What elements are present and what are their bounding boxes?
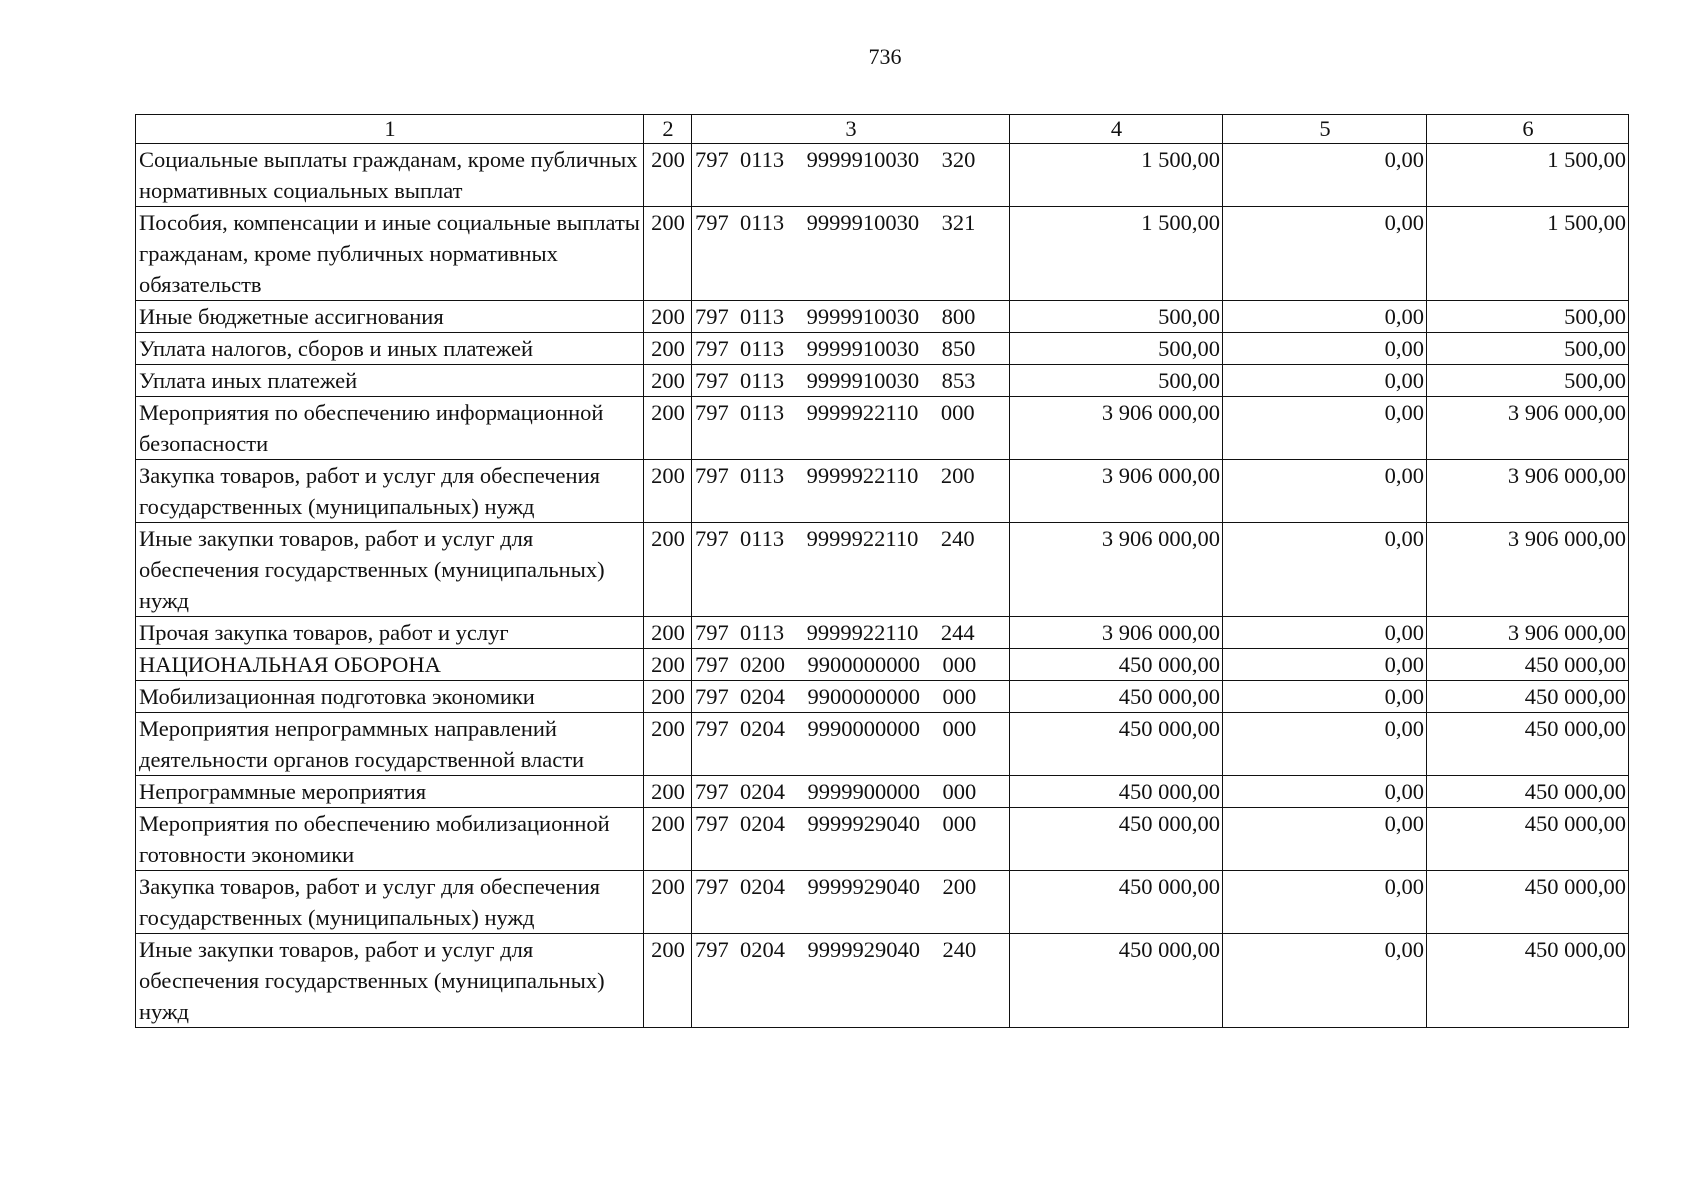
table-row (136, 365, 1629, 397)
table-row (136, 460, 1629, 523)
row-value-5: 0,00 (1223, 144, 1427, 207)
table-row (136, 871, 1629, 934)
table-row (136, 144, 1629, 207)
row-col2: 200 (644, 301, 692, 333)
code-part-2: 0200 (740, 652, 785, 677)
code-part-4: 244 (940, 620, 975, 645)
row-code (692, 934, 1010, 1028)
row-value-6: 500,00 (1427, 301, 1629, 333)
row-value-5: 0,00 (1223, 649, 1427, 681)
code-part-3: 9999929040 (807, 937, 920, 962)
code-part-2: 0204 (740, 811, 785, 836)
code-part-1: 797 (695, 463, 729, 488)
code-part-4: 000 (940, 400, 975, 425)
code-part-2: 0113 (740, 400, 785, 425)
code-part-4: 000 (942, 652, 977, 677)
code-part-4: 321 (941, 210, 976, 235)
col-header-3: 3 (692, 115, 1010, 144)
row-col2: 200 (644, 681, 692, 713)
row-code (692, 207, 1010, 301)
row-value-6: 3 906 000,00 (1427, 523, 1629, 617)
row-col2: 200 (644, 808, 692, 871)
row-value-5: 0,00 (1223, 713, 1427, 776)
row-value-5: 0,00 (1223, 617, 1427, 649)
row-value-4: 3 906 000,00 (1010, 460, 1223, 523)
row-value-4: 450 000,00 (1010, 871, 1223, 934)
row-value-4: 450 000,00 (1010, 649, 1223, 681)
code-part-1: 797 (695, 336, 729, 361)
row-value-6: 450 000,00 (1427, 776, 1629, 808)
row-value-4: 450 000,00 (1010, 681, 1223, 713)
row-value-5: 0,00 (1223, 776, 1427, 808)
row-col2: 200 (644, 397, 692, 460)
code-part-3: 9999910030 (806, 336, 920, 361)
row-name: Непрограммные мероприятия (136, 776, 644, 808)
code-part-2: 0113 (740, 463, 785, 488)
row-code (692, 333, 1010, 365)
col-header-4: 4 (1010, 115, 1223, 144)
row-code (692, 681, 1010, 713)
row-value-4: 500,00 (1010, 365, 1223, 397)
table-row (136, 523, 1629, 617)
code-part-1: 797 (695, 400, 729, 425)
code-part-4: 850 (941, 336, 976, 361)
row-col2: 200 (644, 333, 692, 365)
table-row (136, 808, 1629, 871)
code-part-3: 9999910030 (806, 304, 920, 329)
row-value-6: 1 500,00 (1427, 207, 1629, 301)
row-value-5: 0,00 (1223, 365, 1427, 397)
table-row (136, 681, 1629, 713)
row-name: Закупка товаров, работ и услуг для обеспечения государственных (муниципальных) нужд (136, 871, 644, 934)
row-col2: 200 (644, 934, 692, 1028)
code-part-1: 797 (695, 147, 729, 172)
row-name: Уплата иных платежей (136, 365, 644, 397)
table-row (136, 649, 1629, 681)
code-part-2: 0204 (740, 874, 785, 899)
row-name: Социальные выплаты гражданам, кроме публичных нормативных социальных выплат (136, 144, 644, 207)
code-part-3: 9999910030 (806, 147, 920, 172)
row-value-5: 0,00 (1223, 207, 1427, 301)
table-row (136, 207, 1629, 301)
row-name: Мероприятия по обеспечению информационной безопасности (136, 397, 644, 460)
code-part-2: 0204 (740, 716, 785, 741)
code-part-3: 9999929040 (807, 874, 920, 899)
row-col2: 200 (644, 144, 692, 207)
row-col2: 200 (644, 713, 692, 776)
code-part-3: 9999929040 (807, 811, 920, 836)
row-code (692, 871, 1010, 934)
row-value-6: 450 000,00 (1427, 871, 1629, 934)
row-value-6: 3 906 000,00 (1427, 617, 1629, 649)
row-value-6: 450 000,00 (1427, 681, 1629, 713)
row-value-5: 0,00 (1223, 333, 1427, 365)
row-value-5: 0,00 (1223, 681, 1427, 713)
row-col2: 200 (644, 871, 692, 934)
table-row (136, 301, 1629, 333)
row-value-5: 0,00 (1223, 808, 1427, 871)
row-value-6: 3 906 000,00 (1427, 397, 1629, 460)
code-part-1: 797 (695, 304, 729, 329)
page-number: 736 (868, 44, 902, 69)
row-name: Иные бюджетные ассигнования (136, 301, 644, 333)
code-part-3: 9999922110 (806, 526, 919, 551)
code-part-1: 797 (695, 620, 729, 645)
code-part-4: 000 (942, 779, 977, 804)
row-value-6: 1 500,00 (1427, 144, 1629, 207)
code-part-4: 240 (940, 526, 975, 551)
code-part-3: 9900000000 (807, 684, 920, 709)
row-col2: 200 (644, 460, 692, 523)
code-part-1: 797 (695, 811, 729, 836)
code-part-2: 0204 (740, 937, 785, 962)
code-part-3: 9999922110 (806, 620, 919, 645)
row-code (692, 523, 1010, 617)
row-name: Закупка товаров, работ и услуг для обеспечения государственных (муниципальных) нужд (136, 460, 644, 523)
code-part-4: 200 (942, 874, 977, 899)
row-name: Мероприятия по обеспечению мобилизационной готовности экономики (136, 808, 644, 871)
row-name: Иные закупки товаров, работ и услуг для обеспечения государственных (муниципальных) нужд (136, 523, 644, 617)
code-part-2: 0113 (740, 210, 785, 235)
code-part-3: 9999922110 (806, 400, 919, 425)
row-name: Уплата налогов, сборов и иных платежей (136, 333, 644, 365)
table-row (136, 333, 1629, 365)
row-col2: 200 (644, 207, 692, 301)
code-part-4: 000 (942, 811, 977, 836)
code-part-1: 797 (695, 526, 729, 551)
code-part-3: 9999910030 (806, 368, 920, 393)
row-value-4: 450 000,00 (1010, 776, 1223, 808)
code-part-1: 797 (695, 874, 729, 899)
row-code (692, 301, 1010, 333)
code-part-3: 9999910030 (806, 210, 920, 235)
row-code (692, 397, 1010, 460)
row-value-4: 3 906 000,00 (1010, 617, 1223, 649)
row-value-5: 0,00 (1223, 934, 1427, 1028)
code-part-1: 797 (695, 210, 729, 235)
code-part-1: 797 (695, 937, 729, 962)
row-col2: 200 (644, 365, 692, 397)
code-part-2: 0113 (740, 620, 785, 645)
row-name: Мобилизационная подготовка экономики (136, 681, 644, 713)
row-value-4: 3 906 000,00 (1010, 397, 1223, 460)
code-part-2: 0113 (740, 147, 785, 172)
row-code (692, 617, 1010, 649)
row-name: Мероприятия непрограммных направлений деятельности органов государственной власти (136, 713, 644, 776)
code-part-2: 0204 (740, 779, 785, 804)
row-code (692, 365, 1010, 397)
code-part-1: 797 (695, 716, 729, 741)
code-part-4: 800 (941, 304, 976, 329)
code-part-4: 320 (941, 147, 976, 172)
row-value-4: 1 500,00 (1010, 207, 1223, 301)
code-part-1: 797 (695, 368, 729, 393)
row-name: НАЦИОНАЛЬНАЯ ОБОРОНА (136, 649, 644, 681)
budget-table (135, 114, 1629, 1028)
row-col2: 200 (644, 523, 692, 617)
row-value-6: 450 000,00 (1427, 713, 1629, 776)
code-part-1: 797 (695, 779, 729, 804)
code-part-4: 200 (940, 463, 975, 488)
code-part-4: 000 (942, 684, 977, 709)
row-value-4: 500,00 (1010, 301, 1223, 333)
code-part-2: 0113 (740, 368, 785, 393)
row-name: Иные закупки товаров, работ и услуг для обеспечения государственных (муниципальных) нужд (136, 934, 644, 1028)
row-value-6: 450 000,00 (1427, 649, 1629, 681)
row-value-5: 0,00 (1223, 523, 1427, 617)
code-part-1: 797 (695, 652, 729, 677)
row-value-4: 3 906 000,00 (1010, 523, 1223, 617)
code-part-3: 9900000000 (807, 652, 920, 677)
row-value-5: 0,00 (1223, 871, 1427, 934)
row-value-4: 450 000,00 (1010, 934, 1223, 1028)
header-row (136, 115, 1629, 144)
row-value-6: 450 000,00 (1427, 808, 1629, 871)
row-code (692, 649, 1010, 681)
table-row (136, 713, 1629, 776)
row-value-4: 1 500,00 (1010, 144, 1223, 207)
code-part-3: 9999900000 (807, 779, 920, 804)
table-body (136, 144, 1629, 1028)
code-part-3: 9999922110 (806, 463, 919, 488)
code-part-1: 797 (695, 684, 729, 709)
table-row (136, 617, 1629, 649)
row-name: Пособия, компенсации и иные социальные выплаты гражданам, кроме публичных нормативных обязательств (136, 207, 644, 301)
col-header-1: 1 (136, 115, 644, 144)
table-row (136, 934, 1629, 1028)
row-col2: 200 (644, 617, 692, 649)
table-row (136, 776, 1629, 808)
col-header-2: 2 (644, 115, 692, 144)
table-row (136, 397, 1629, 460)
code-part-4: 853 (941, 368, 976, 393)
row-value-6: 500,00 (1427, 333, 1629, 365)
row-value-4: 500,00 (1010, 333, 1223, 365)
code-part-2: 0113 (740, 526, 785, 551)
row-code (692, 776, 1010, 808)
row-value-5: 0,00 (1223, 397, 1427, 460)
row-code (692, 808, 1010, 871)
row-value-5: 0,00 (1223, 460, 1427, 523)
col-header-6: 6 (1427, 115, 1629, 144)
row-value-6: 500,00 (1427, 365, 1629, 397)
code-part-2: 0113 (740, 336, 785, 361)
row-code (692, 460, 1010, 523)
row-value-6: 450 000,00 (1427, 934, 1629, 1028)
row-col2: 200 (644, 776, 692, 808)
row-value-5: 0,00 (1223, 301, 1427, 333)
row-col2: 200 (644, 649, 692, 681)
col-header-5: 5 (1223, 115, 1427, 144)
code-part-3: 9990000000 (807, 716, 920, 741)
code-part-4: 000 (942, 716, 977, 741)
code-part-4: 240 (942, 937, 977, 962)
code-part-2: 0204 (740, 684, 785, 709)
row-value-4: 450 000,00 (1010, 713, 1223, 776)
row-code (692, 144, 1010, 207)
row-name: Прочая закупка товаров, работ и услуг (136, 617, 644, 649)
row-code (692, 713, 1010, 776)
row-value-4: 450 000,00 (1010, 808, 1223, 871)
code-part-2: 0113 (740, 304, 785, 329)
row-value-6: 3 906 000,00 (1427, 460, 1629, 523)
